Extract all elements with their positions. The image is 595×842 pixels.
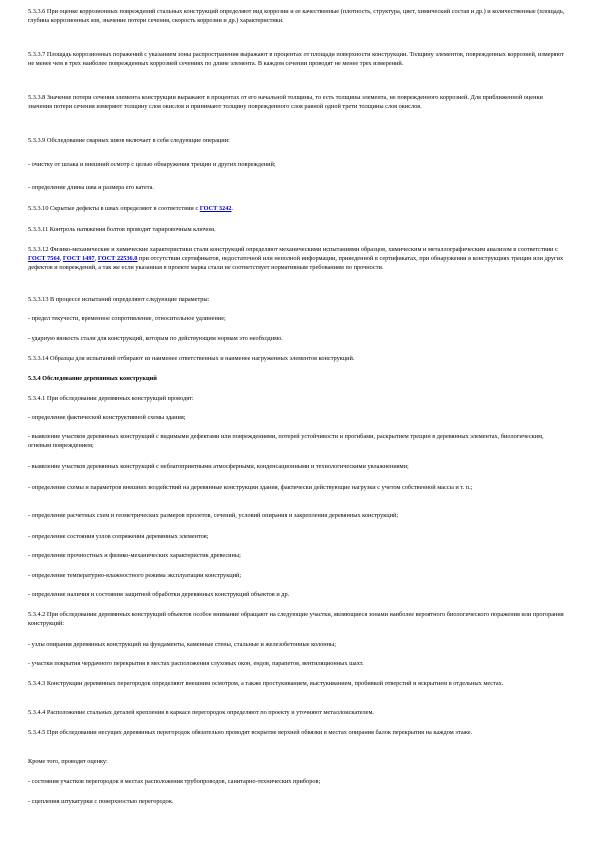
- paragraph-text: 5.3.3.14 Образцы для испытаний отбирают из наименее ответственных и наименее нагруженных элементов конструкций.: [28, 355, 355, 362]
- paragraph: [28, 183, 568, 192]
- paragraph-text: - определение температурно-влажностного режима эксплуатации конструкций;: [28, 572, 242, 579]
- paragraph: [28, 797, 568, 806]
- paragraph-text: 5.3.4.4 Расположение стальных деталей крепления в каркасе перегородок определяют по проекту и уточняют металлоискателем.: [28, 709, 375, 716]
- paragraph-text: - очистку от шлака и внешний осмотр с целью обнаружения трещин и других повреждений;: [28, 161, 276, 168]
- paragraph: [28, 679, 568, 688]
- paragraph: [28, 245, 568, 272]
- paragraph-text: - определение фактической конструктивной схемы здания;: [28, 414, 186, 421]
- standard-link[interactable]: ГОСТ 22536.0: [97, 255, 138, 262]
- paragraph-text: - участки покрытия чердачного перекрытия в местах расположения слуховых окон, ендов, парапетов, вентиляционных шахт.: [28, 660, 364, 667]
- paragraph-text: 5.3.4.3 Конструкции деревянных перегородок определяют внешним осмотром, а также простукиванием, выстукиванием, пробивкой отверстий и вскрытием в отдельных местах.: [28, 680, 504, 687]
- section-heading: 5.3.4 Обследование деревянных конструкций: [28, 375, 157, 382]
- paragraph: [28, 160, 568, 169]
- paragraph-text: - выявление участков деревянных конструкций с неблагоприятными атмосферными, конденсационными и технологическими увлажнениями;: [28, 463, 409, 470]
- paragraph: [28, 551, 568, 560]
- paragraph-text: - определение прочностных и физико-механических характеристик древесины;: [28, 552, 241, 559]
- paragraph: [28, 354, 568, 363]
- paragraph-text: - предел текучести, временное сопротивление, относительное удлинение;: [28, 315, 226, 322]
- paragraph: [28, 413, 568, 422]
- paragraph-text: ,: [59, 255, 63, 262]
- paragraph-text: 5.3.4.1 При обследовании деревянных конструкций проводят:: [28, 395, 194, 402]
- paragraph-text: - определение состояния узлов сопряжения деревянных элементов;: [28, 533, 209, 540]
- paragraph-text: 5.3.3.6 При оценке коррозионных повреждений стальных конструкций определяют вид коррозии и ее качественные (плотность, структура, цвет, химический состав и др.) и количественные (площадь, глубина коррозионных язв, значение потери сечения, скорость коррозии и др.) характеристики.: [28, 8, 565, 24]
- paragraph-text: 5.3.3.13 В процессе испытаний определяют следующие параметры:: [28, 296, 210, 303]
- paragraph: [28, 640, 568, 649]
- paragraph: [28, 50, 568, 68]
- paragraph-text: - состояния участков перегородок в местах расположения трубопроводов, санитарно-технических приборов;: [28, 778, 321, 785]
- paragraph-text: 5.3.4.2 При обследовании деревянных конструкций объектов особое внимание обращают на следующие участки, являющиеся зонами наиболее вероятного биологического поражения или прогорания конструкций:: [28, 611, 564, 627]
- paragraph-text: 5.3.3.10 Скрытые дефекты в швах определяют в соответствии с: [28, 205, 200, 212]
- paragraph: [28, 571, 568, 580]
- paragraph: [28, 511, 568, 520]
- paragraph-text: - узлы опирания деревянных конструкций на фундаменты, каменные стены, стальные и железобетонные колонны;: [28, 641, 336, 648]
- paragraph: [28, 462, 568, 471]
- paragraph-text: - выявление участков деревянных конструкций с видимыми дефектами или повреждениями, потерей устойчивости и прогибами, раскрытием трещин в деревянных элементах, биологическим, огневым повреждением;: [28, 433, 544, 449]
- paragraph-text: 5.3.3.8 Значение потери сечения элемента конструкции выражают в процентах от его начальной толщины, то есть толщины элемента, не поврежденного коррозией. Для приближенной оценки значения потери сечения измеряют толщину слоя окислов и принимают толщину поврежденного слоя равной одной трети толщины слоя окислов.: [28, 94, 543, 110]
- paragraph-text: - определение расчетных схем и геометрических размеров пролетов, сечений, условий опирания и закрепления деревянных конструкций;: [28, 512, 399, 519]
- paragraph-text: 5.3.3.11 Контроль натяжения болтов проводят тарировочным ключом.: [28, 226, 216, 233]
- paragraph: [28, 334, 568, 343]
- paragraph: [28, 610, 568, 628]
- paragraph-text: ,: [94, 255, 98, 262]
- paragraph-text: при отсутствии сертификатов, недостаточной или неполной информации, приведенной в сертификатах, при обнаружении в конструкциях трещин или других дефектов и повреждений, а так же если указанная в проекте марка стали не соответствует нормативным требованиям по прочности.: [28, 255, 564, 271]
- paragraph-text: - ударную вязкость стали для конструкций, которым по действующим нормам это необходимо.: [28, 335, 283, 342]
- paragraph-text: 5.3.3.7 Площадь коррозионных поражений с указанием зоны распространения выражают в процентах от площади поверхности конструкции. Толщину элементов, поврежденных коррозией, измеряют не менее чем в трех наиболее поврежденных коррозией сечениях по длине элемента. В каждом сечении проводят не менее трех измерений.: [28, 51, 564, 67]
- standard-link[interactable]: ГОСТ 7564: [28, 255, 60, 262]
- paragraph: [28, 728, 568, 737]
- paragraph: [28, 374, 568, 383]
- paragraph-text: .: [231, 205, 234, 212]
- paragraph: [28, 295, 568, 304]
- paragraph: [28, 757, 568, 766]
- paragraph: [28, 314, 568, 323]
- paragraph: [28, 93, 568, 111]
- paragraph: [28, 204, 568, 213]
- paragraph-text: - определение наличия и состояния защитной обработки деревянных конструкций объектов и др.: [28, 591, 290, 598]
- paragraph-text: Кроме того, проводят оценку:: [28, 758, 108, 765]
- standard-link[interactable]: ГОСТ 3242: [199, 205, 232, 212]
- paragraph-text: 5.3.3.12 Физико-механические и химические характеристики стали конструкций определяют механическими испытаниями образцов, химическим и металлографическим анализом в соответствии с: [28, 246, 558, 253]
- paragraph: [28, 394, 568, 403]
- paragraph: [28, 659, 568, 668]
- paragraph: [28, 777, 568, 786]
- paragraph: [28, 432, 568, 450]
- paragraph: [28, 483, 568, 492]
- paragraph-text: - определение схемы и параметров внешних воздействий на деревянные конструкции здания, фактически действующие нагрузки с учетом собственной массы и т. п.;: [28, 484, 473, 491]
- paragraph: [28, 136, 568, 145]
- paragraph-text: - сцепления штукатурки с поверхностью перегородок.: [28, 798, 174, 805]
- paragraph-text: - определение длины шва и размера его катета.: [28, 184, 154, 191]
- paragraph: [28, 708, 568, 717]
- paragraph: [28, 225, 568, 234]
- paragraph-text: 5.3.4.5 При обследовании несущих деревянных перегородок обязательно проводят вскрытие верхней обвязки в местах опирания балок перекрытия на каждом этаже.: [28, 729, 473, 736]
- paragraph: [28, 590, 568, 599]
- paragraph-text: 5.3.3.9 Обследование сварных швов включает в себя следующие операции:: [28, 137, 230, 144]
- standard-link[interactable]: ГОСТ 1497: [62, 255, 95, 262]
- paragraph: [28, 7, 568, 25]
- paragraph: [28, 532, 568, 541]
